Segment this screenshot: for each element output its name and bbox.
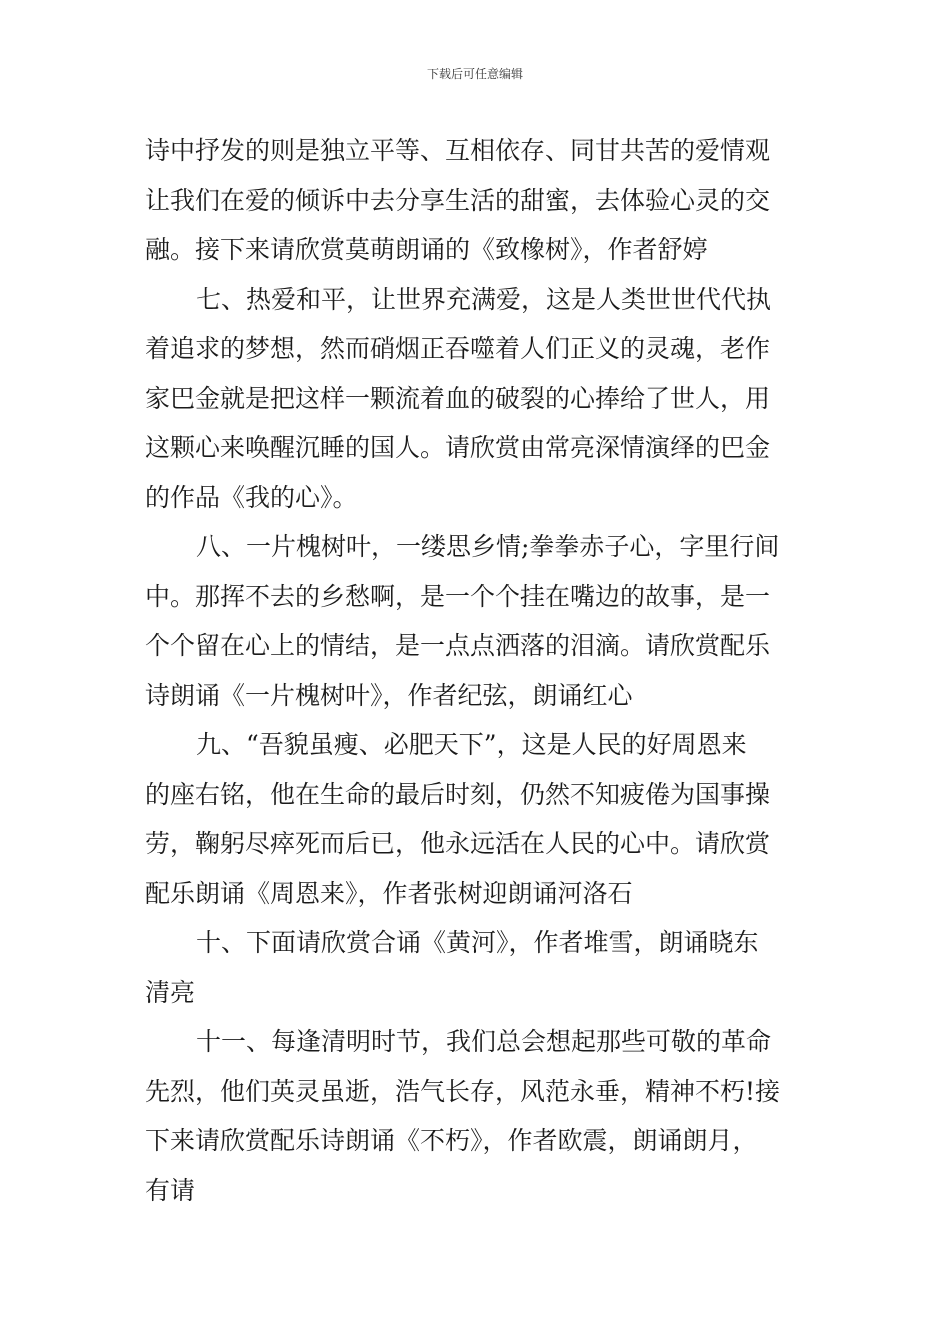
paragraph-5-line-1: 十、下面请欣赏合诵《黄河》，作者堆雪，朗诵晓东 [196,928,759,957]
paragraph-4-line-2: 的座右铭，他在生命的最后时刻，仍然不知疲倦为国事操 [145,779,771,809]
paragraph-2-line-4: 这颗心来唤醒沉睡的国人。请欣赏由常亮深情演绎的巴金 [145,433,771,462]
paragraph-4-line-1: 九、“吾貌虽瘦、必肥天下”，这是人民的好周恩来 [196,730,747,759]
paragraph-3-line-4: 诗朗诵《一片槐树叶》，作者纪弦，朗诵红心 [145,680,633,710]
paragraph-1-line-1: 诗中抒发的则是独立平等、互相依存、同甘共苦的爱情观 [145,136,771,165]
paragraph-4-line-4: 配乐朗诵《周恩来》，作者张树迎朗诵河洛石 [145,878,633,908]
paragraph-1-line-3: 融。接下来请欣赏莫萌朗诵的《致橡树》，作者舒婷 [145,235,708,264]
paragraph-4-line-3: 劳，鞠躬尽瘁死而后已，他永远活在人民的心中。请欣赏 [145,829,771,858]
paragraph-3-line-3: 个个留在心上的情结，是一点点洒落的泪滴。请欣赏配乐 [145,631,771,660]
paragraph-3-line-2: 中。那挥不去的乡愁啊，是一个个挂在嘴边的故事，是一 [145,581,771,611]
page-header: 下载后可任意编辑 [426,67,523,81]
paragraph-5-line-2: 清亮 [145,977,196,1007]
paragraph-3-line-1: 八、一片槐树叶，一缕思乡情;拳拳赤子心，字里行间 [196,532,780,561]
paragraph-6-line-2: 先烈，他们英灵虽逝，浩气长存，风范永垂，精神不朽!接 [145,1076,781,1106]
paragraph-2-line-1: 七、热爱和平，让世界充满爱，这是人类世世代代执 [196,284,772,314]
paragraph-2-line-3: 家巴金就是把这样一颗流着血的破裂的心捧给了世人，用 [145,383,771,413]
paragraph-6-line-3: 下来请欣赏配乐诗朗诵《不朽》，作者欧震，朗诵朗月， [145,1126,758,1155]
paragraph-1-line-2: 让我们在爱的倾诉中去分享生活的甜蜜，去体验心灵的交 [145,185,771,215]
paragraph-6-line-1: 十一、每逢清明时节，我们总会想起那些可敬的革命 [196,1027,772,1056]
paragraph-2-line-5: 的作品《我的心》。 [145,482,358,512]
paragraph-6-line-4: 有请 [145,1175,196,1205]
document-body [145,126,805,1215]
paragraph-2-line-2: 着追求的梦想，然而硝烟正吞噬着人们正义的灵魂，老作 [145,334,771,363]
